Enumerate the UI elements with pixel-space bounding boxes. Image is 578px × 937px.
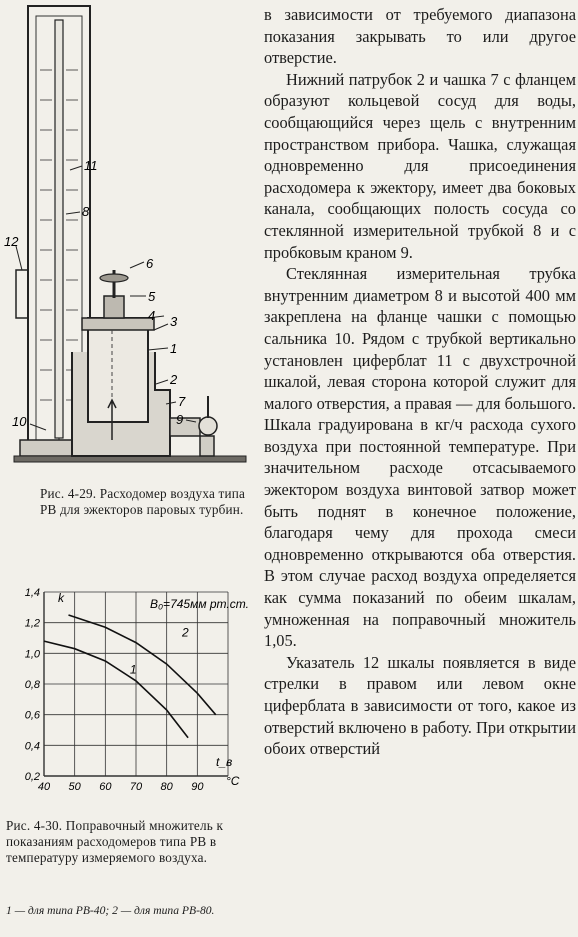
label-6: 6: [146, 256, 154, 271]
figure-4-30-caption: Рис. 4-30. Поправочный множитель к показаниям расходомеров типа РВ в температуру измеряемого воздуха.: [6, 818, 224, 865]
chart-x-tick-label: 90: [191, 781, 204, 793]
label-8: 8: [82, 204, 90, 219]
chart-y-tick-label: 0,4: [24, 740, 40, 753]
label-10: 10: [12, 414, 27, 429]
chart-y-tick-label: 0,6: [24, 709, 40, 722]
chart-series-label-1: 1: [129, 662, 137, 677]
body-text-column: [264, 0, 576, 937]
label-11: 11: [84, 158, 98, 173]
paragraph-2: Нижний патрубок 2 и чашка 7 с фланцем образуют кольцевой сосуд для воды, сообщающийся через щель с внутренним пространством прибора. Чашка, служащая одновременно для присоединения расходомера к эжектору, имеет два боковых канала, сообщающих полость сосуда со стеклянной измерительной трубкой 8 и с пробковым краном 9.: [264, 69, 576, 262]
correction-factor-chart: [0, 580, 262, 800]
chart-x-tick-label: 60: [99, 781, 112, 793]
chart-annotation: B₀=745мм рт.ст.: [150, 597, 249, 611]
figure-4-30-legend: 1 — для типа РВ-40; 2 — для типа РВ-80.: [6, 904, 215, 917]
paragraph-1: в зависимости от требуемого диапазона показания закрывать то или другое отверстие.: [264, 5, 576, 68]
chart-series-label-2: 2: [182, 625, 189, 640]
label-2: 2: [170, 372, 178, 387]
label-12: 12: [4, 234, 19, 249]
chart-x-unit: °С: [226, 774, 240, 788]
chart-x-tick-label: 70: [129, 781, 143, 793]
chart-xlabel: t_в: [216, 755, 233, 769]
label-5: 5: [148, 289, 156, 304]
label-3: 3: [170, 314, 178, 329]
chart-y-tick-label: 0,2: [24, 771, 40, 783]
paragraph-3: Стеклянная измерительная трубка внутренним диаметром 8 и высотой 400 мм закреплена на фланце чашки с помощью сальника 10. Рядом с трубкой вертикально установлен циферблат 11 с двухстрочной шкалой, левая сторона которой служит для малого отверстия, а правая — для большого. Шкала градуирована в кг/ч расхода сухого воздуха при постоянной температуре. При значительном расходе отсасываемого эжектором воздуха винтовой затвор может быть поднят в конечное положение, благодаря чему для прохода смеси одновременно открываются оба отверстия. В этом случае расход воздуха определяется как сумма показаний по обеим шкалам, умноженная на поправочный множитель 1,05.: [264, 264, 576, 651]
chart-x-tick-label: 80: [160, 781, 173, 793]
chart-x-tick-label: 50: [68, 781, 81, 793]
flowmeter-drawing: [0, 0, 262, 480]
chart-y-tick-label: 0,8: [24, 679, 40, 691]
chart-y-tick-label: 1,4: [24, 587, 40, 599]
chart-y-tick-label: 1,2: [24, 617, 40, 630]
chart-series-line-2: [69, 615, 216, 715]
left-column: [0, 0, 262, 937]
label-1: 1: [170, 341, 178, 356]
chart-y-tick-label: 1,0: [24, 648, 40, 661]
chart-ylabel: k: [58, 591, 64, 605]
paragraph-4: Указатель 12 шкалы появляется в виде стрелки в правом или левом окне циферблата в зависимости от того, какое из отверстий включено в работу. При открытии обоих отверстий: [264, 652, 576, 759]
label-7: 7: [178, 394, 186, 409]
label-9: 9: [176, 412, 184, 427]
figure-4-29-caption: Рис. 4-29. Расходомер воздуха типа РВ для эжекторов паровых турбин.: [40, 486, 246, 517]
label-4: 4: [148, 308, 156, 323]
chart-x-tick-label: 40: [37, 781, 51, 793]
